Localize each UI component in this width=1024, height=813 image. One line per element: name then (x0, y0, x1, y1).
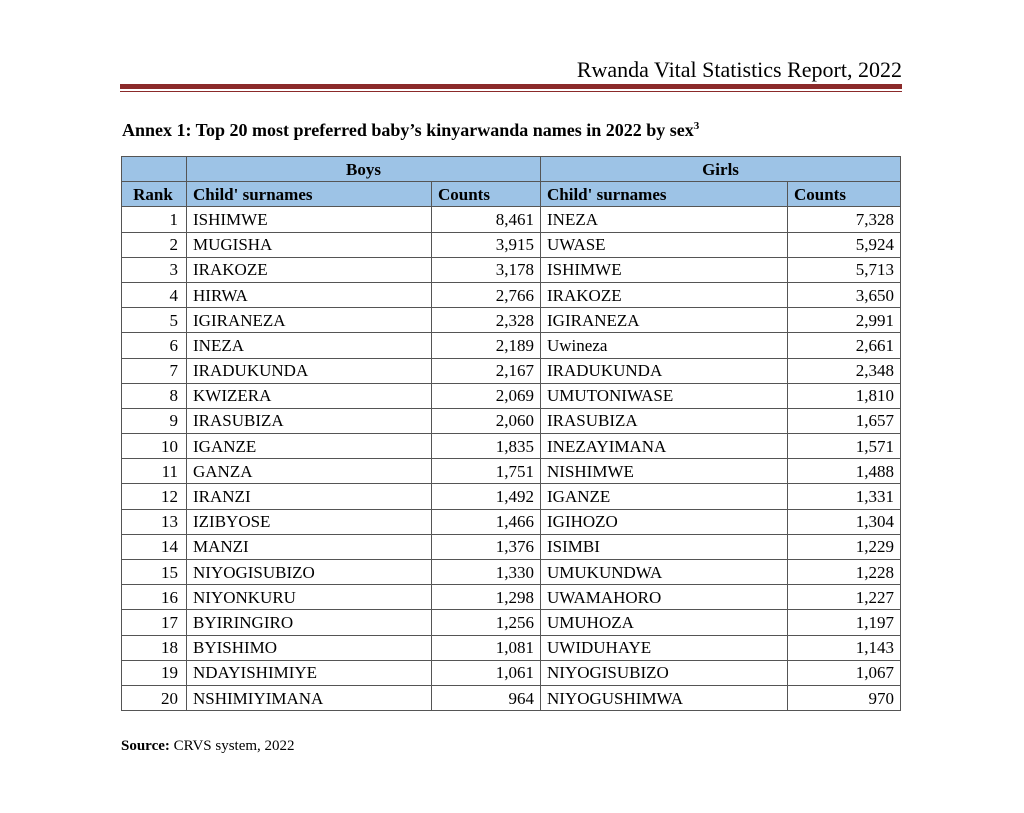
boy-count-cell: 2,069 (432, 383, 541, 408)
girl-name-cell: NIYOGISUBIZO (541, 660, 788, 685)
col-header-girls-name: Child' surnames (541, 182, 788, 207)
boy-name-cell: NIYONKURU (187, 585, 432, 610)
girl-name-cell: NISHIMWE (541, 459, 788, 484)
girl-name-cell: IRAKOZE (541, 282, 788, 307)
boy-name-cell: IRASUBIZA (187, 408, 432, 433)
girl-count-cell: 7,328 (788, 207, 901, 232)
boy-name-cell: KWIZERA (187, 383, 432, 408)
girl-count-cell: 1,228 (788, 560, 901, 585)
boy-count-cell: 8,461 (432, 207, 541, 232)
boy-count-cell: 1,835 (432, 434, 541, 459)
rank-cell: 16 (122, 585, 187, 610)
girl-count-cell: 2,348 (788, 358, 901, 383)
table-row (122, 408, 901, 433)
girl-count-cell: 5,713 (788, 257, 901, 282)
table-row (122, 308, 901, 333)
boy-name-cell: NDAYISHIMIYE (187, 660, 432, 685)
girl-name-cell: IRASUBIZA (541, 408, 788, 433)
girl-name-cell: UWAMAHORO (541, 585, 788, 610)
boy-count-cell: 1,330 (432, 560, 541, 585)
table-row (122, 509, 901, 534)
girl-name-cell: NIYOGUSHIMWA (541, 685, 788, 710)
table-row (122, 434, 901, 459)
rank-cell: 5 (122, 308, 187, 333)
column-header-row (122, 182, 901, 207)
table-row (122, 232, 901, 257)
boy-name-cell: NSHIMIYIMANA (187, 685, 432, 710)
col-header-girls-count: Counts (788, 182, 901, 207)
boy-name-cell: MUGISHA (187, 232, 432, 257)
rank-cell: 1 (122, 207, 187, 232)
boy-count-cell: 1,466 (432, 509, 541, 534)
table-row (122, 585, 901, 610)
girl-name-cell: ISIMBI (541, 534, 788, 559)
annex-title (122, 118, 699, 142)
girl-count-cell: 1,227 (788, 585, 901, 610)
boy-count-cell: 1,751 (432, 459, 541, 484)
girl-name-cell: UMUHOZA (541, 610, 788, 635)
rank-cell: 2 (122, 232, 187, 257)
boy-name-cell: INEZA (187, 333, 432, 358)
col-header-rank: Rank (122, 182, 187, 207)
table-row (122, 610, 901, 635)
rank-cell: 6 (122, 333, 187, 358)
boy-count-cell: 1,298 (432, 585, 541, 610)
table-row (122, 383, 901, 408)
table-row (122, 333, 901, 358)
rank-cell: 7 (122, 358, 187, 383)
report-header-title: Rwanda Vital Statistics Report, 2022 (576, 57, 902, 82)
rank-cell: 19 (122, 660, 187, 685)
girl-name-cell: UWIDUHAYE (541, 635, 788, 660)
boy-name-cell: IGIRANEZA (187, 308, 432, 333)
boy-name-cell: IRANZI (187, 484, 432, 509)
boy-name-cell: HIRWA (187, 282, 432, 307)
rank-cell: 15 (122, 560, 187, 585)
girl-name-cell: INEZAYIMANA (541, 434, 788, 459)
boy-name-cell: ISHIMWE (187, 207, 432, 232)
group-header-row (122, 157, 901, 182)
girl-count-cell: 1,331 (788, 484, 901, 509)
boy-count-cell: 1,081 (432, 635, 541, 660)
table-row (122, 635, 901, 660)
boy-name-cell: IGANZE (187, 434, 432, 459)
rank-cell: 14 (122, 534, 187, 559)
boy-count-cell: 3,178 (432, 257, 541, 282)
girl-count-cell: 1,143 (788, 635, 901, 660)
girl-count-cell: 1,571 (788, 434, 901, 459)
girl-count-cell: 2,991 (788, 308, 901, 333)
girl-name-cell: UWASE (541, 232, 788, 257)
girl-count-cell: 5,924 (788, 232, 901, 257)
girl-count-cell: 1,810 (788, 383, 901, 408)
girl-name-cell: IGANZE (541, 484, 788, 509)
rank-cell: 10 (122, 434, 187, 459)
table-row (122, 459, 901, 484)
source-label: Source: (121, 738, 170, 754)
footnote-mark: 3 (693, 120, 700, 132)
boy-count-cell: 1,376 (432, 534, 541, 559)
group-header-boys: Boys (187, 157, 541, 182)
girl-count-cell: 1,657 (788, 408, 901, 433)
boy-count-cell: 1,256 (432, 610, 541, 635)
boy-count-cell: 2,189 (432, 333, 541, 358)
boy-name-cell: GANZA (187, 459, 432, 484)
boy-count-cell: 2,060 (432, 408, 541, 433)
boy-name-cell: BYIRINGIRO (187, 610, 432, 635)
table-row (122, 560, 901, 585)
boy-count-cell: 1,492 (432, 484, 541, 509)
rank-cell: 3 (122, 257, 187, 282)
rank-cell: 13 (122, 509, 187, 534)
girl-name-cell: IRADUKUNDA (541, 358, 788, 383)
girl-count-cell: 1,304 (788, 509, 901, 534)
table-row (122, 660, 901, 685)
boy-count-cell: 2,328 (432, 308, 541, 333)
boy-name-cell: BYISHIMO (187, 635, 432, 660)
girl-count-cell: 3,650 (788, 282, 901, 307)
col-header-boys-name: Child' surnames (187, 182, 432, 207)
table-row (122, 484, 901, 509)
girl-count-cell: 2,661 (788, 333, 901, 358)
girl-name-cell: UMUKUNDWA (541, 560, 788, 585)
annex-title-text: Annex 1: Top 20 most preferred baby’s kinyarwanda names in 2022 by sex (122, 120, 694, 140)
rank-cell: 4 (122, 282, 187, 307)
boy-name-cell: MANZI (187, 534, 432, 559)
rank-cell: 12 (122, 484, 187, 509)
girl-name-cell: IGIHOZO (541, 509, 788, 534)
girl-count-cell: 1,229 (788, 534, 901, 559)
table-row (122, 282, 901, 307)
group-header-girls: Girls (541, 157, 901, 182)
table-row (122, 685, 901, 710)
table-row (122, 257, 901, 282)
boy-name-cell: IRADUKUNDA (187, 358, 432, 383)
boy-count-cell: 964 (432, 685, 541, 710)
header-rule-thin (120, 91, 902, 92)
rank-cell: 18 (122, 635, 187, 660)
girl-name-cell: UMUTONIWASE (541, 383, 788, 408)
girl-count-cell: 1,488 (788, 459, 901, 484)
boy-name-cell: IZIBYOSE (187, 509, 432, 534)
table-body (122, 207, 901, 711)
boy-name-cell: IRAKOZE (187, 257, 432, 282)
girl-name-cell: ISHIMWE (541, 257, 788, 282)
header-rule-thick (120, 84, 902, 89)
rank-cell: 9 (122, 408, 187, 433)
table-row (122, 358, 901, 383)
col-header-boys-count: Counts (432, 182, 541, 207)
boy-name-cell: NIYOGISUBIZO (187, 560, 432, 585)
girl-name-cell: INEZA (541, 207, 788, 232)
boy-count-cell: 2,167 (432, 358, 541, 383)
rank-cell: 11 (122, 459, 187, 484)
rank-group-blank (122, 157, 187, 182)
table-row (122, 207, 901, 232)
table-row (122, 534, 901, 559)
names-table (121, 156, 901, 711)
boy-count-cell: 2,766 (432, 282, 541, 307)
rank-cell: 8 (122, 383, 187, 408)
girl-name-cell: IGIRANEZA (541, 308, 788, 333)
girl-count-cell: 1,067 (788, 660, 901, 685)
boy-count-cell: 3,915 (432, 232, 541, 257)
girl-count-cell: 970 (788, 685, 901, 710)
girl-count-cell: 1,197 (788, 610, 901, 635)
source-text: CRVS system, 2022 (169, 738, 295, 754)
rank-cell: 20 (122, 685, 187, 710)
rank-cell: 17 (122, 610, 187, 635)
boy-count-cell: 1,061 (432, 660, 541, 685)
girl-name-cell: Uwineza (541, 333, 788, 358)
source-note (121, 736, 295, 756)
